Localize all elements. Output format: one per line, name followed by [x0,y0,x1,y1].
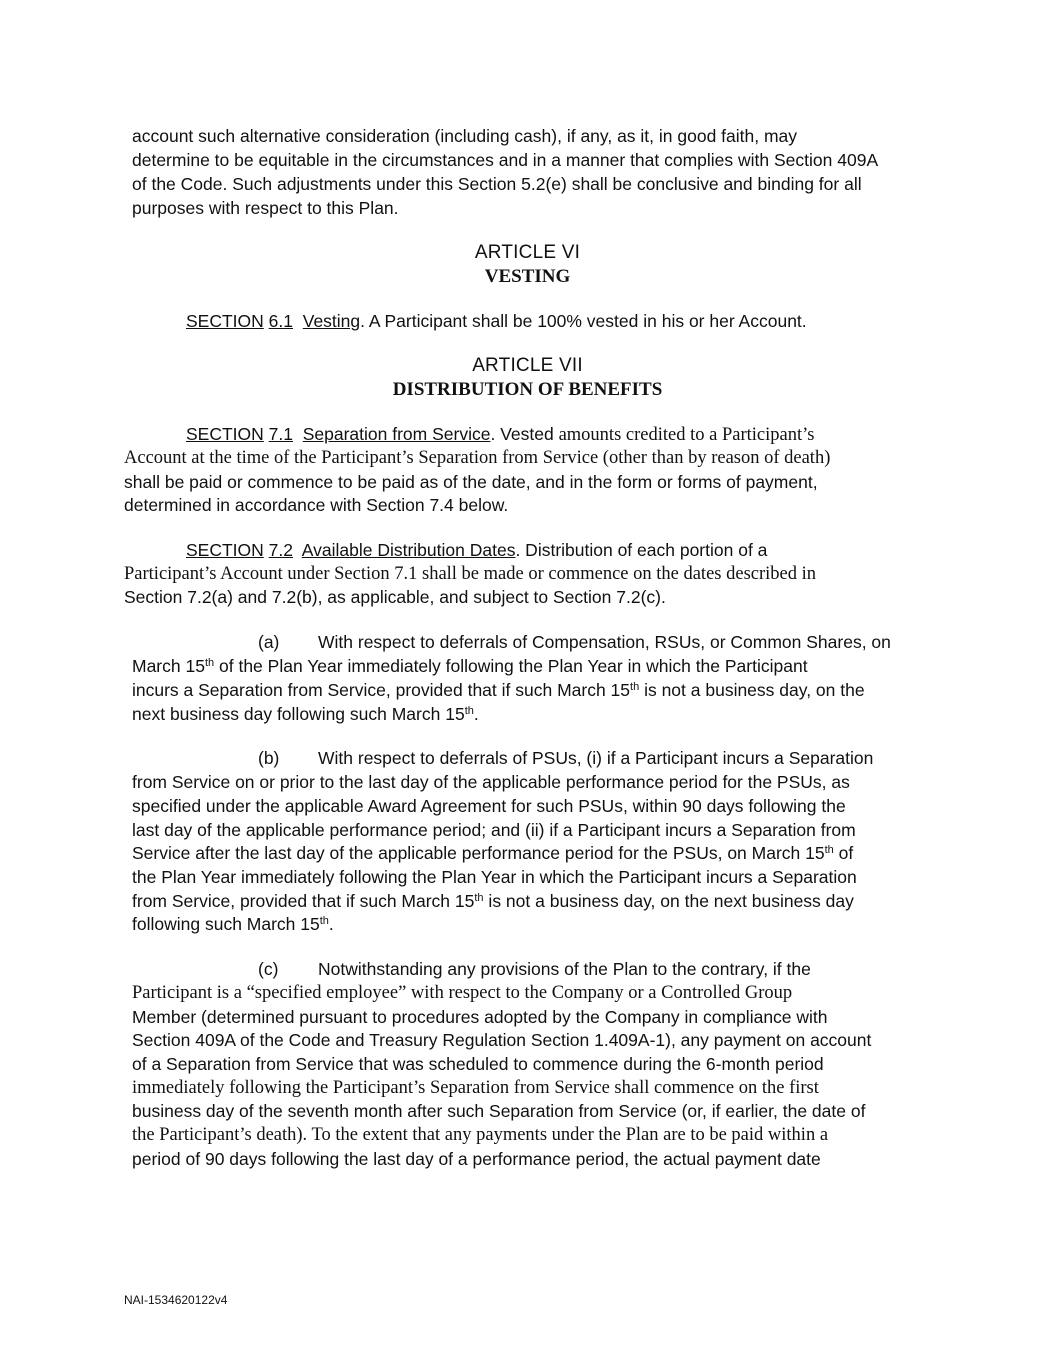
article-7-title: DISTRIBUTION OF BENEFITS [392,379,663,400]
ordinal-suffix: th [319,915,329,927]
article-6-title: VESTING [484,266,571,287]
text-run: is not a business day, on the [639,680,865,700]
intro-line-4: purposes with respect to this Plan. [132,198,399,218]
text-run: is not a business day, on the next business day [483,891,854,911]
text-run: . Vested [490,424,559,444]
para-a-line-4 [132,702,479,726]
text-run: following such March 15 [132,914,320,934]
section-6-1 [186,309,807,333]
section-number: 7.1 [268,424,293,444]
section-title: Separation from Service [302,424,491,444]
ordinal-suffix: th [204,657,215,669]
section-7-2-line-3: Section 7.2(a) and 7.2(b), as applicable, and subject to Section 7.2(c). [124,587,666,607]
text-run: . [328,914,334,934]
para-b-line-5 [132,841,853,865]
para-b-line-6: the Plan Year immediately following the Plan Year in which the Participant incurs a Separation [132,867,857,887]
intro-line-3: of the Code. Such adjustments under this Section 5.2(e) shall be conclusive and binding for all [132,174,862,194]
para-c-line-6: immediately following the Participant’s Separation from Service shall commence on the first [132,1078,819,1098]
para-c-line-9: period of 90 days following the last day of a performance period, the actual payment date [132,1149,821,1169]
text-run: next business day following such March 15 [132,704,465,724]
text-run: March 15 [132,656,205,676]
para-c-marker: (c) [258,959,279,979]
section-label: SECTION [186,311,264,331]
para-c-line-2: Participant is a “specified employee” with respect to the Company or a Controlled Group [132,983,793,1003]
article-6-number: ARTICLE VI [474,242,581,263]
para-b-marker: (b) [258,748,280,768]
text-run: incurs a Separation from Service, provided that if such March 15 [132,680,631,700]
section-number: 7.2 [268,540,293,560]
text-run: Service after the last day of the applicable performance period for the PSUs, on March 15 [132,843,825,863]
ordinal-suffix: th [824,844,834,856]
text-run: from Service, provided that if such March 15 [132,891,475,911]
para-a-marker: (a) [258,632,280,652]
section-7-2-line-2: Participant’s Account under Section 7.1 shall be made or commence on the dates described in [124,564,817,584]
text-run: . [473,704,479,724]
ordinal-suffix: th [464,705,474,717]
text-run: of [833,843,854,863]
ordinal-suffix: th [630,681,640,693]
para-b-line-7 [132,889,854,913]
section-title: Available Distribution Dates [301,540,516,560]
para-b-line-8 [132,912,334,936]
section-7-1-line-2: Account at the time of the Participant’s Separation from Service (other than by reason of death) [124,448,831,468]
para-c-line-4: Section 409A of the Code and Treasury Regulation Section 1.409A-1), any payment on account [132,1030,872,1050]
section-text: . A Participant shall be 100% vested in his or her Account. [360,311,807,331]
para-c-line-8: the Participant’s death). To the extent that any payments under the Plan are to be paid within a [132,1125,829,1145]
section-number: 6.1 [268,311,293,331]
document-id-footer: NAI-1534620122v4 [124,1293,228,1307]
para-b-line-4: last day of the applicable performance period; and (ii) if a Participant incurs a Separation from [132,820,856,840]
intro-line-1: account such alternative consideration (including cash), if any, as it, in good faith, may [132,126,798,146]
para-b-line-3: specified under the applicable Award Agreement for such PSUs, within 90 days following the [132,796,846,816]
para-a-line-2 [132,654,808,678]
para-c-line-3: Member (determined pursuant to procedures adopted by the Company in compliance with [132,1007,828,1027]
text-run: . Distribution of each portion of a [515,540,768,560]
section-7-1-line-1 [186,422,814,447]
para-b-line-1: With respect to deferrals of PSUs, (i) if a Participant incurs a Separation [318,748,874,768]
section-7-1-line-4: determined in accordance with Section 7.4 below. [124,495,509,515]
para-a-line-3 [132,678,865,702]
ordinal-suffix: th [474,892,484,904]
para-c-line-7: business day of the seventh month after such Separation from Service (or, if earlier, the date of [132,1101,866,1121]
para-b-line-2: from Service on or prior to the last day of the applicable performance period for the PSUs, as [132,772,850,792]
section-label: SECTION [186,424,264,444]
section-7-1-line-3: shall be paid or commence to be paid as of the date, and in the form or forms of payment, [124,472,818,492]
intro-line-2: determine to be equitable in the circumstances and in a manner that complies with Section 409A [132,150,879,170]
text-run: of the Plan Year immediately following the Plan Year in which the Participant [214,656,808,676]
text-run: amounts credited to a Participant’s [558,425,815,445]
section-7-2-line-1 [186,538,767,562]
section-label: SECTION [186,540,264,560]
para-c-line-1: Notwithstanding any provisions of the Plan to the contrary, if the [318,959,811,979]
article-7-number: ARTICLE VII [472,355,583,376]
para-c-line-5: of a Separation from Service that was scheduled to commence during the 6-month period [132,1054,824,1074]
section-title: Vesting [302,311,361,331]
para-a-line-1: With respect to deferrals of Compensation, RSUs, or Common Shares, on [318,632,891,652]
